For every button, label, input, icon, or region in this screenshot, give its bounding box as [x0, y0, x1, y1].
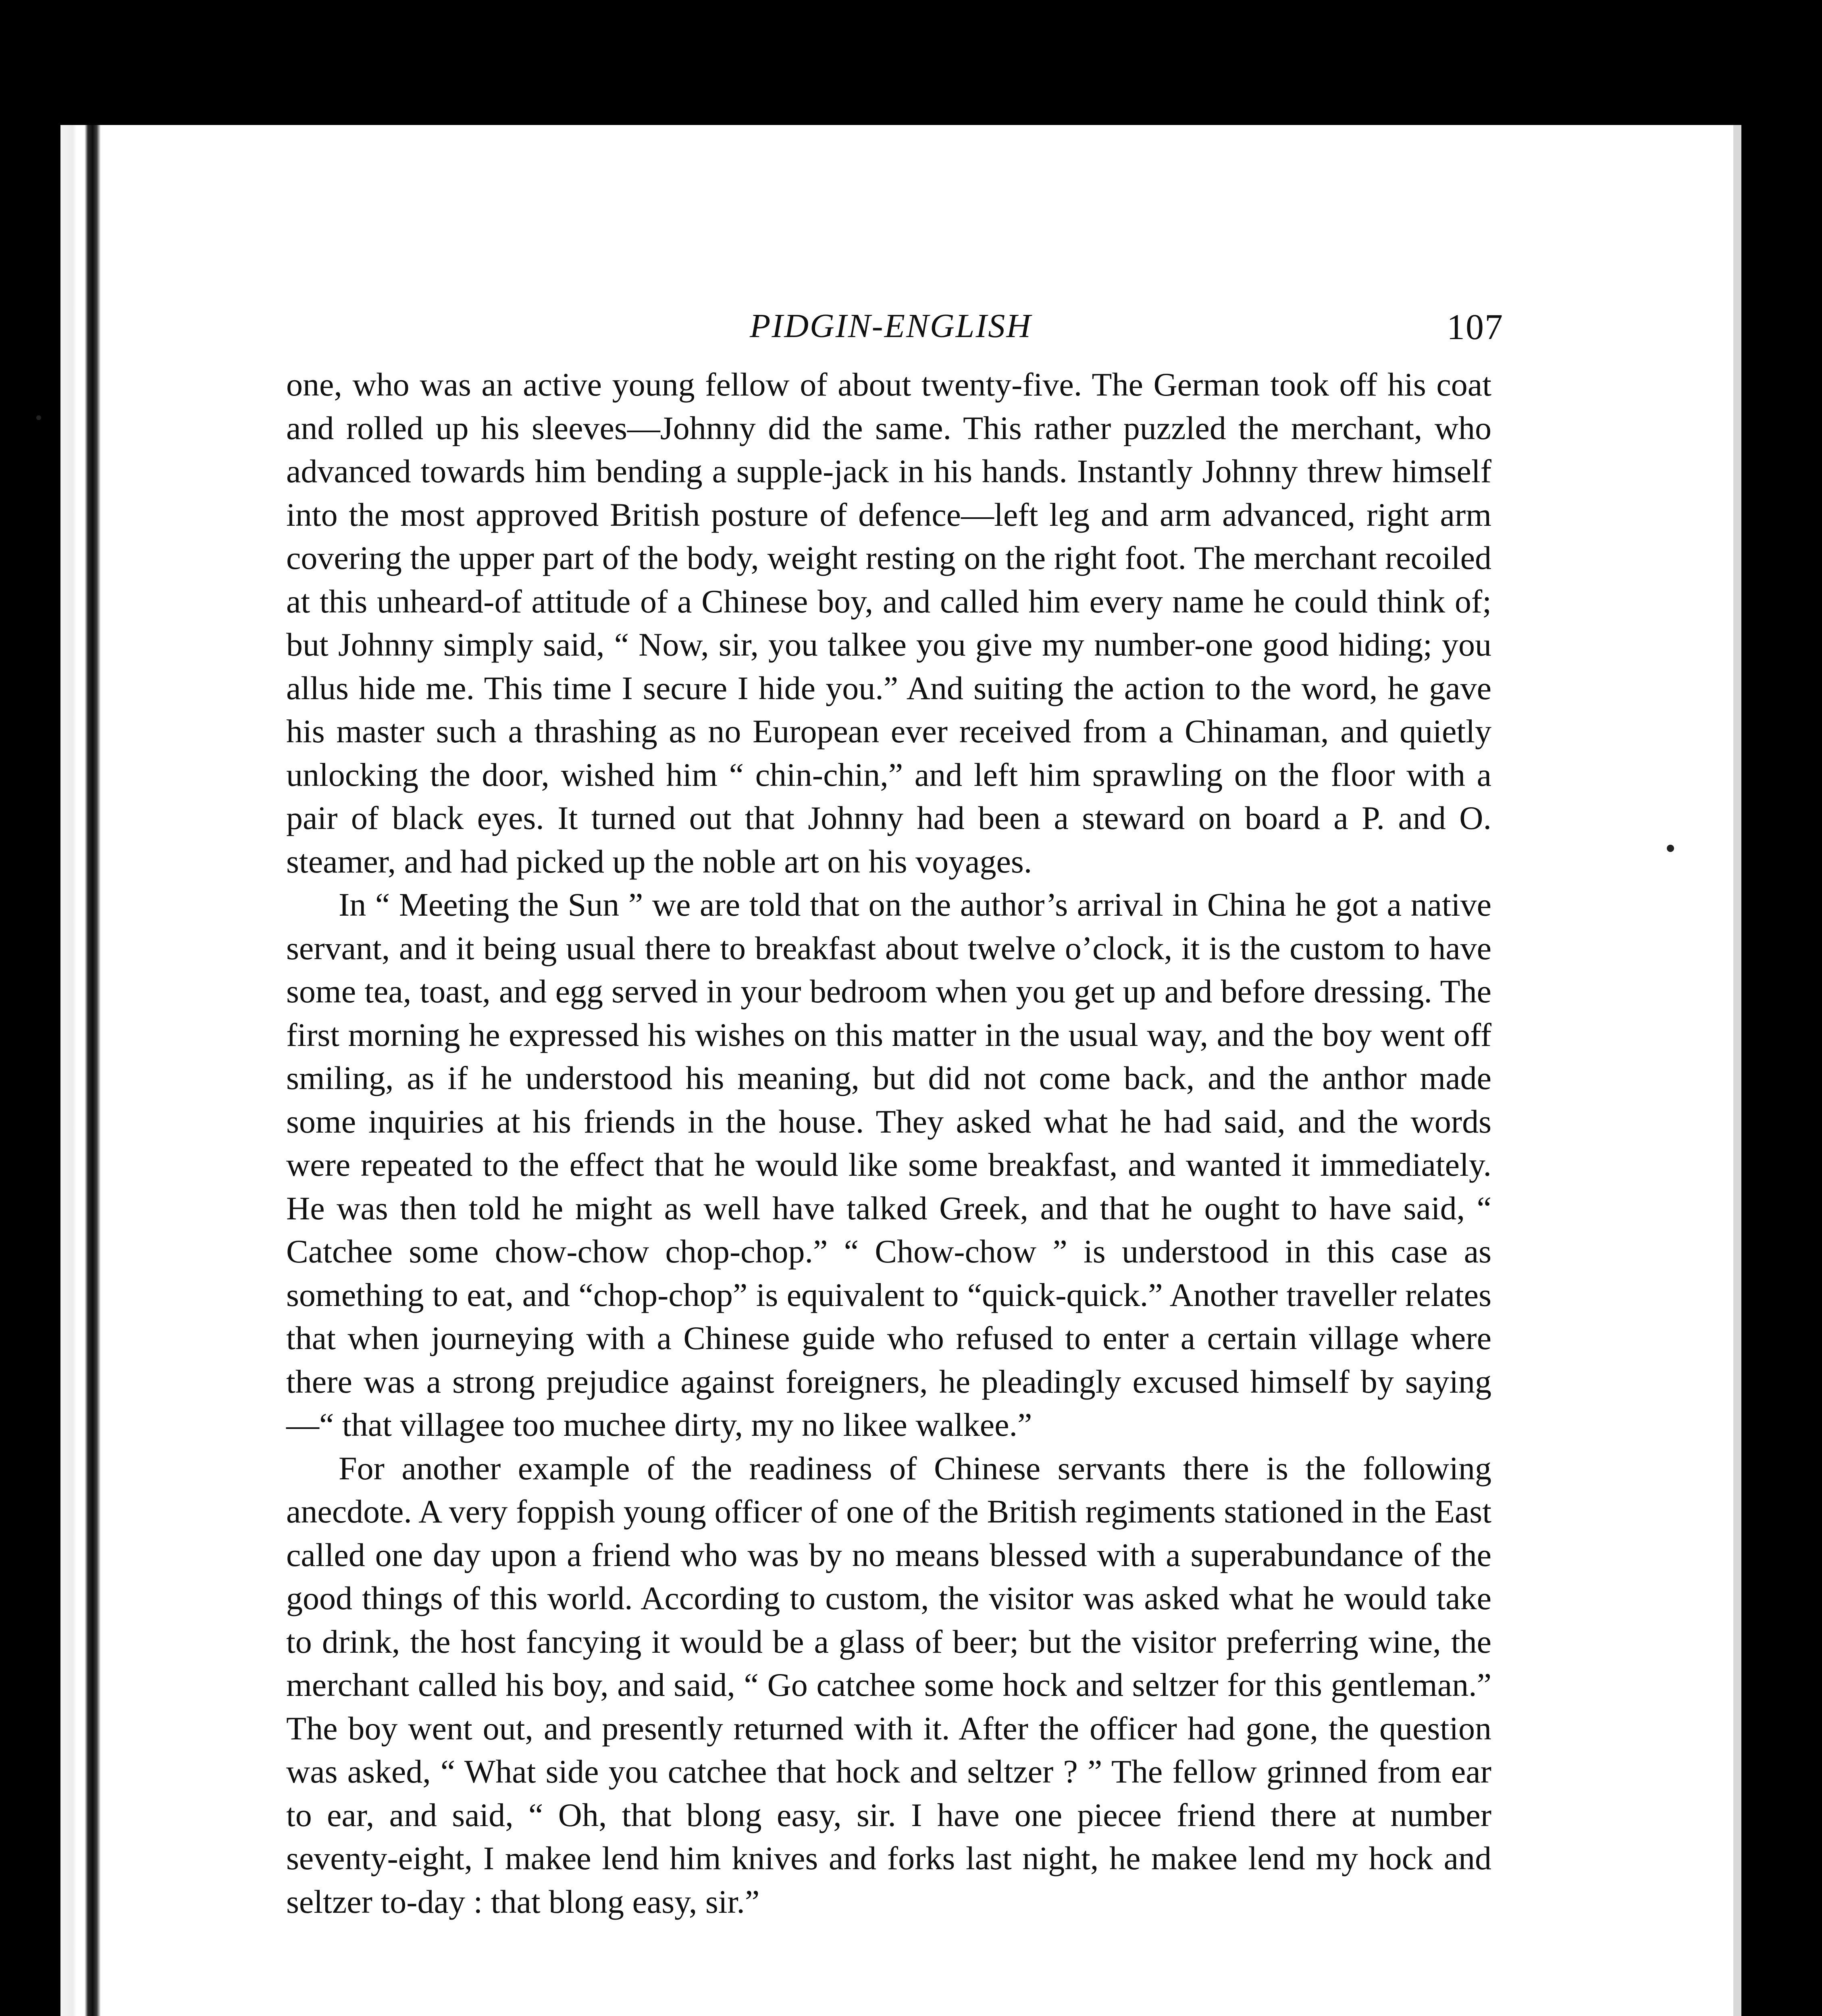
page-right-edge [1733, 125, 1741, 2016]
body-text [286, 363, 1491, 1923]
ink-speck [1667, 845, 1674, 852]
paragraph-meeting-the-sun: In “ Meeting the Sun ” we are told that on the author’s arrival in China he got a native servant, and it being usual there to breakfast about twelve o’clock, it is the custom to have some tea, toast, and egg served in your bedroom when you get up and before dressing. The first morning he expressed his wishes on this matter in the usual way, and the boy went off smiling, as if he understood his meaning, but did not come back, and the anthor made some inquiries at his friends in the house. They asked what he had said, and the words were repeated to the effect that he would like some breakfast, and wanted it immediately. He was then told he might as well have talked Greek, and that he ought to have said, “ Catchee some chow-chow chop-chop.” “ Chow-chow ” is understood in this case as something to eat, and “chop-chop” is equivalent to “quick-quick.” Another traveller relates that when journeying with a Chinese guide who refused to enter a certain village where there was a strong prejudice against foreigners, he pleadingly excused himself by saying—“ that villagee too muchee dirty, my no likee walkee.” [286, 886, 1491, 1443]
ink-speck [36, 415, 41, 420]
page-number: 107 [1447, 307, 1504, 347]
page-binding-edge [60, 125, 109, 2016]
running-head [286, 306, 1504, 351]
paragraph-continued: one, who was an active young fellow of about twenty-five. The German took off his coat and rolled up his sleeves—Johnny did the same. This rather puzzled the merchant, who advanced towards him bending a supple-jack in his hands. Instantly Johnny threw himself into the most approved British posture of defence—left leg and arm advanced, right arm covering the upper part of the body, weight resting on the right foot. The merchant recoiled at this unheard-of attitude of a Chinese boy, and called him every name he could think of; but Johnny simply said, “ Now, sir, you talkee you give my number-one good hiding; you allus hide me. This time I secure I hide you.” And suiting the action to the word, he gave his master such a thrashing as no European ever received from a Chinaman, and quietly unlocking the door, wished him “ chin-chin,” and left him sprawling on the floor with a pair of black eyes. It turned out that Johnny had been a steward on board a P. and O. steamer, and had picked up the noble art on his voyages. [286, 366, 1491, 880]
running-title: PIDGIN-ENGLISH [750, 307, 1032, 345]
paragraph-hock-and-seltzer: For another example of the readiness of Chinese servants there is the following anecdote. A very foppish young officer of one of the British regiments stationed in the East called one day upon a friend who was by no means blessed with a superabundance of the good things of this world. According to custom, the visitor was asked what he would take to drink, the host fancying it would be a glass of beer; but the visitor preferring wine, the merchant called his boy, and said, “ Go catchee some hock and seltzer for this gentleman.” The boy went out, and presently returned with it. After the officer had gone, the question was asked, “ What side you catchee that hock and seltzer ? ” The fellow grinned from ear to ear, and said, “ Oh, that blong easy, sir. I have one piecee friend there at number seventy-eight, I makee lend him knives and forks last night, he makee lend my hock and seltzer to-day : that blong easy, sir.” [286, 1450, 1491, 1920]
